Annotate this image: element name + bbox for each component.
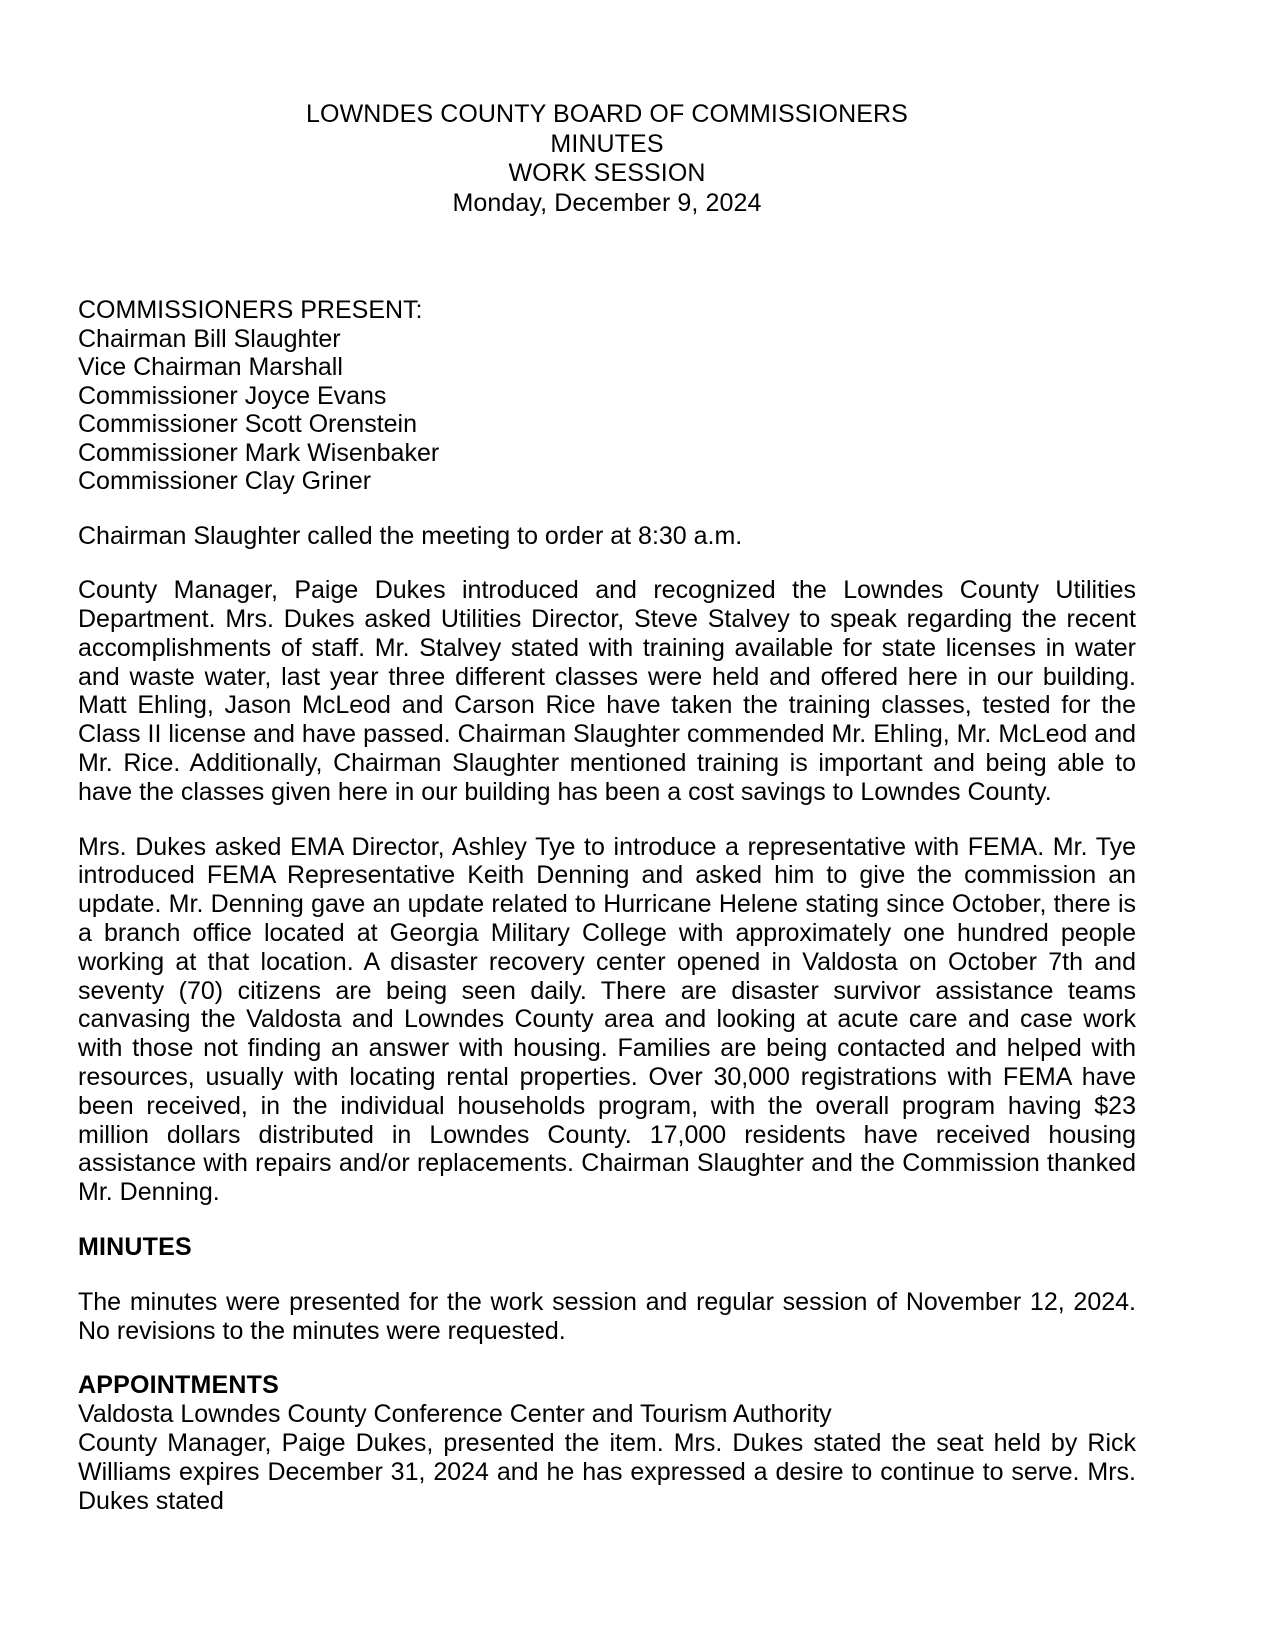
header-date: Monday, December 9, 2024 [452, 188, 762, 217]
commissioner-name: Commissioner Mark Wisenbaker [78, 438, 440, 467]
commissioners-present-block [78, 296, 1136, 496]
header-title-line-2: MINUTES [550, 129, 664, 158]
commissioner-name: Commissioner Joyce Evans [78, 381, 387, 410]
minutes-section-paragraph: The minutes were presented for the work session and regular session of November 12, 2024. No revisions to the minutes were requested. [78, 1287, 1136, 1345]
paragraph-spacer [78, 496, 1136, 522]
document-content [78, 0, 1136, 1515]
paragraph-spacer [78, 550, 1136, 576]
header-title-line-1: LOWNDES COUNTY BOARD OF COMMISSIONERS [306, 100, 908, 128]
header-title-line-3: WORK SESSION [508, 159, 706, 187]
appointments-subtitle: Valdosta Lowndes County Conference Center and Tourism Authority [78, 1400, 832, 1429]
minutes-section-heading: MINUTES [78, 1233, 192, 1262]
paragraph-spacer [78, 807, 1136, 833]
commissioner-name: Vice Chairman Marshall [78, 353, 343, 381]
utilities-department-paragraph: County Manager, Paige Dukes introduced and recognized the Lowndes County Utilities Department. Mrs. Dukes asked Utilities Director, Steve Stalvey to speak regarding the recent accomplishments of staff. Mr. Stalvey stated with training available for state licenses in water and waste water, last year three different classes were held and offered here in our building. Matt Ehling, Jason McLeod and Carson Rice have taken the training classes, tested for the Class II license and have passed. Chairman Slaughter commended Mr. Ehling, Mr. McLeod and Mr. Rice. Additionally, Chairman Slaughter mentioned training is important and being able to have the classes given here in our building has been a cost savings to Lowndes County. [78, 576, 1136, 806]
fema-update-paragraph: Mrs. Dukes asked EMA Director, Ashley Tye to introduce a representative with FEMA. Mr. Tye introduced FEMA Representative Keith Denning and asked him to give the commission an update. Mr. Denning gave an update related to Hurricane Helene stating since October, there is a branch office located at Georgia Military College with approximately one hundred people working at that location. A disaster recovery center opened in Valdosta on October 7th and seventy (70) citizens are being seen daily. There are disaster survivor assistance teams canvasing the Valdosta and Lowndes County area and looking at acute care and case work with those not finding an answer with housing. Families are being contacted and helped with resources, usually with locating rental properties. Over 30,000 registrations with FEMA have been received, in the individual households program, with the overall program having $23 million dollars distributed in Lowndes County. 17,000 residents have received housing assistance with repairs and/or replacements. Chairman Slaughter and the Commission thanked Mr. Denning. [78, 832, 1136, 1207]
appointments-section-paragraph: County Manager, Paige Dukes, presented the item. Mrs. Dukes stated the seat held by Rick Williams expires December 31, 2024 and he has expressed a desire to continue to serve. Mrs. Dukes stated [78, 1429, 1136, 1515]
paragraph-spacer [78, 1345, 1136, 1371]
commissioners-present-heading: COMMISSIONERS PRESENT: [78, 296, 423, 324]
appointments-section-heading: APPOINTMENTS [78, 1371, 280, 1400]
commissioner-name: Commissioner Clay Griner [78, 467, 372, 495]
paragraph-spacer [78, 1207, 1136, 1233]
header-spacer [78, 218, 1136, 296]
document-header [78, 0, 1136, 218]
commissioner-name: Commissioner Scott Orenstein [78, 410, 418, 438]
paragraph-spacer [78, 1262, 1136, 1288]
call-to-order-paragraph: Chairman Slaughter called the meeting to order at 8:30 a.m. [78, 521, 743, 550]
commissioner-name: Chairman Bill Slaughter [78, 324, 341, 353]
